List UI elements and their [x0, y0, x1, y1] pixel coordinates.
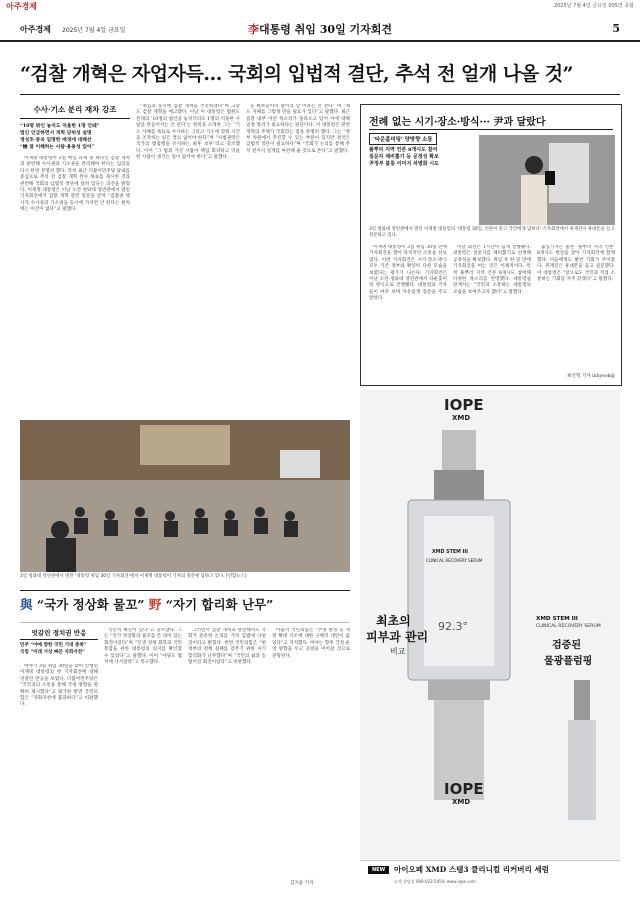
box-col-3-text: 출입기자는 물론 ‘풀뿌리 지역 언론’ 8개사도 현장을 찾아 기자회견에 함께했다. 이들에게도 발언 기회가 주어졌다. 취재진은 휴대폰을 들고 질문했다. 이 대통령은 “앞으로도 국민과 직접 소통하는 기회를 자주 갖겠다”고 말했다.: [537, 245, 615, 283]
ad-copy-3: 비교: [390, 647, 406, 656]
section-mark: 李: [247, 23, 259, 36]
small-bottle-illustration: [560, 680, 604, 830]
ad-copy-2: 피부과 관리: [366, 630, 429, 644]
bottom-side-point: 민주 “야예 향한 국민 기대 충족”: [20, 643, 87, 648]
ad-headline-line2: CLINICAL RECOVERY SERUM: [536, 624, 601, 629]
ad-footer-title: 아이오페 XMD 스템3 클리니컬 리커버리 세럼: [394, 865, 549, 874]
box-col-2: [453, 245, 531, 379]
bottom-headline-party-a: 與: [20, 597, 33, 612]
ad-tag-2: 물광플럼핑: [544, 656, 593, 667]
bottom-sub-rule: [20, 622, 350, 623]
ad-product-line2: CLINICAL RECOVERY SERUM: [426, 558, 483, 563]
ad-brand-sub: XMD: [452, 414, 471, 422]
main-col-3-text: 등 확보들이라 말이라 할 이라는 것 같다” 며 “제도 자체를 그렇게 만들 필요가 있다”고 말했다. 최근 검찰 내부 이런 목소리가 올라오고 있어 이에 대해 일정 정리가 필요하다는 판단이다. 이 대통령은 관련 개혁의 주체가 국회라는 점을 분명히 했다. 그는 “정부 차원에서 추진할 수 있는 부분이 있지만 결국은 입법적 결단이 필요하다”며 “국회가 논의를 통해 추석 전까지 얼개를 마련해 줄 것으로 본다”고 말했다.: [246, 104, 350, 154]
main-col-3: [246, 104, 350, 418]
page-number: 5: [612, 22, 620, 35]
main-side-box: [20, 104, 130, 151]
bottom-col-3: [188, 628, 266, 884]
bottom-side-box: [20, 628, 98, 656]
top-bar: [0, 0, 640, 12]
ad-copy-1: 최초의: [376, 614, 411, 628]
paper-logo: 아주경제: [6, 2, 37, 11]
ad-brand: IOPE: [444, 396, 484, 414]
ad-footer: [360, 860, 620, 891]
box-col-1-text: 이재명 대통령이 3일 취임 30일 만에 기자회견을 열어 파격적인 소통을 선보였다. 이번 기자회견은 시기·장소·방식 모두 기존 정부와 확연히 다른 모습을 보였다는 평가가 나온다. 기자회견은 이날 오전 청와대 영빈관에서 타운홀미팅 방식으로 진행됐다. 대통령과 기자들이 마주 보며 자유롭게 질문을 주고받았다.: [369, 245, 447, 302]
main-photo-caption-text: 3일 청와대 영빈관에서 열린 ‘대통령 취임 30일 기자회견’에서 이재명 대통령이 기자의 질문에 답하고 있다.: [20, 574, 225, 579]
advertisement: [360, 390, 620, 890]
main-photo-credit: [연합뉴스]: [226, 574, 247, 579]
bottom-headline-quote-b: “자기 합리화 난무”: [165, 597, 274, 612]
bottom-side-point: 국힘 “미래 가상 빠른 자화자찬”: [20, 649, 85, 655]
box-lead-point: 尹정부 불통 이미지 차별화 시도: [369, 161, 439, 167]
box-label: ‘타운홀미팅’ 양방향 소통: [369, 133, 437, 145]
issue-date: 2025년 7월 4일 금요일: [62, 27, 126, 34]
headline-rule: [20, 94, 620, 95]
bottom-col-3-text: 그러면서 검찰 개혁과 관련해서도 국회가 충분한 논의를 거쳐 입법에 나설 것이라고 밝혔다. 반면 국민의힘은 “현 정부의 정책 실패를 감추기 위한 자기 합리화가 난무했다”며 “국민의 삶과 동떨어진 회견이었다”고 비판했다.: [188, 628, 266, 666]
page-meta: 2025년 7월 4일 금요일 005면 종합: [553, 3, 634, 9]
box-title-rule: [369, 129, 613, 130]
main-col-2: [136, 104, 240, 418]
box-byline: 최인혁 기자 inhyeok@: [567, 374, 615, 379]
bottom-col-2: [104, 628, 182, 884]
section-label: 대통령 취임 30일 기자회견: [258, 23, 393, 36]
ad-bottle-brand-sub: XMD: [452, 798, 471, 806]
main-col-1: [20, 156, 130, 418]
box-col-3: [537, 245, 615, 371]
ad-product-line1: XMD STEM III: [432, 550, 468, 555]
main-photo-illustration: [20, 420, 350, 572]
box-photo-caption: 3일 청와대 영빈관에서 열린 이재명 대통령의 ‘대통령 30일, 언론이 묻고 국민에게 답하다’ 기자회견에서 취재진이 휴대폰을 들고 질문하고 있다.: [369, 227, 615, 238]
main-photo-caption: [20, 574, 350, 580]
ad-tag-1: 검증된: [552, 640, 581, 651]
ad-bottle-brand: IOPE: [444, 780, 484, 798]
main-headline: “검찰 개혁은 자업자득… 국회의 입법적 결단, 추석 전 얼개 나올 것”: [20, 63, 573, 85]
bottom-col-1-text: 여야가 3일 취임 30일을 맞아 진행된 이재명 대통령의 첫 기자회견에 대해 엇갈린 반응을 보였다. 더불어민주당은 “국민과의 소통을 통해 국정 방향을 명확히 제시했다”고 평가한 반면 국민의힘은 “자화자찬에 불과하다”고 비판했다.: [20, 664, 98, 708]
ad-new-badge: NEW: [368, 866, 389, 874]
ad-headline-line1: XMD STEM III: [536, 616, 578, 622]
masthead: [0, 18, 640, 42]
box-photo: [479, 135, 615, 225]
box-lead-point: 풀뿌리 지역 언론 8개사도 참여: [369, 147, 438, 153]
bottom-col-4-text: 아울러 국민의힘은 “추경 편성 등 재정 확대 기조에 대한 구체적 대안이 없었다”고 지적했다. 여야는 향후 국정 운영 방향을 두고 공방을 이어갈 것으로 전망된다.: [272, 628, 350, 659]
main-side-point: “檢 잘 이해하는 사람·용용성 있어”: [20, 144, 95, 150]
main-side-point: “10명 밖인 놓치도 억울한 1명 안돼”: [20, 123, 100, 129]
bottom-col-1: [20, 664, 98, 884]
box-col-1: [369, 245, 447, 379]
box-story: [360, 104, 622, 386]
main-col-1-text: 이재명 대통령이 3일 핵심 과제 중 하나인 검찰 개혁과 관련해 수사권과 기소권을 분리해야 한다는 입장을 다시 한번 분명히 했다. 특히 최근 더불어민주당 당내를 중심으로 추석 전 검찰 개혁 완수 목표를 제시한 것과 관련해 국회의 입법적 결단에 달려 있다는 의견을 밝혔다. 이재명 대통령은 이날 오전 청와대 영빈관에서 열린 기자회견에서 검찰 개혁 관련 질문을 받자 “검찰권 행사가 수사권과 기소권을 동시에 가지면 안 된다는 원칙에는 이견이 없다”고 말했다.: [20, 156, 130, 213]
main-side-point: 정성호·봉욱 임명한 배경에 대해선: [20, 137, 92, 143]
bottom-col-4: [272, 628, 350, 878]
ad-footer-small: 고객 상담실 080-023-5454, www.iope.com: [394, 879, 476, 884]
bottom-rule: [20, 590, 350, 591]
main-side-title: 수사·기소 분리 재차 강조: [20, 104, 130, 119]
box-title: 전례 없는 시기·장소·방식··· 尹과 달랐다: [369, 117, 546, 128]
box-photo-illustration: [479, 135, 615, 225]
bottom-byline: 김지윤 기자: [290, 881, 314, 886]
main-col-2-text: “취임과 동시에 검찰 개혁을 추진하겠다”며 고강도 검찰 개혁을 예고했다. 이날 이 대통령은 법원도 본래의 ‘10명의 범인을 놓치더라도 1명의 억울한 사람을 만들어서는 안 된다’는 원칙을 소개한 그는 “기소 자체를 목표로 수사하는 그리고 기소에 맞춰 사건을 조작하는 일은 결코 없어야 한다”며 “사법권력은 국가의 법집행을 유지하는 최후 보루”라고 강조했다. 이어 “그 범죄 가진 사람이 책임 회피하고 억울한 사람이 생기는 일이 없어야 한다”고 말했다.: [136, 104, 240, 161]
box-lead-point: 질문자 제비뽑기 등 공정성 확보: [369, 154, 439, 160]
bottom-headline: [20, 597, 350, 613]
bottom-side-title: 엇갈린 정치권 반응: [20, 628, 98, 640]
ad-product-number: 92.3°: [438, 620, 468, 633]
main-side-point: 법인 안급하면서 개혁 당위성 설명: [20, 130, 92, 136]
bottom-col-2-text: 국민적 확신이 있다”고 강조했다. 그는 “국가 정상화의 물꼬를 튼 의미 있는 회견이었다”며 “민생 경제 회복과 국민 통합을 위한 대통령의 의지를 확인할 수 있었다”고 말했다. 이어 “야당도 협치에 나서달라”고 촉구했다.: [104, 628, 182, 666]
paper-name: 아주경제: [20, 24, 51, 34]
main-photo: [20, 420, 350, 572]
bottom-headline-party-b: 野: [148, 597, 162, 612]
section-title: [0, 21, 640, 37]
box-col-2-text: 이날 회견은 1시간이 넘게 진행됐다. 대통령은 질문자를 제비뽑기로 선정해 공정성을 확보했다. 취임 후 한 달 만에 기자회견을 여는 것은 이례적이다. 특히 풀뿌리 지역 언론 8개사도 참여해 다양한 목소리를 반영했다. 대통령실 관계자는 “국민과 소통하는 대통령의 모습을 보여주고자 했다”고 말했다.: [453, 245, 531, 295]
bottom-headline-quote-a: “국가 정상화 물꼬”: [36, 597, 145, 612]
